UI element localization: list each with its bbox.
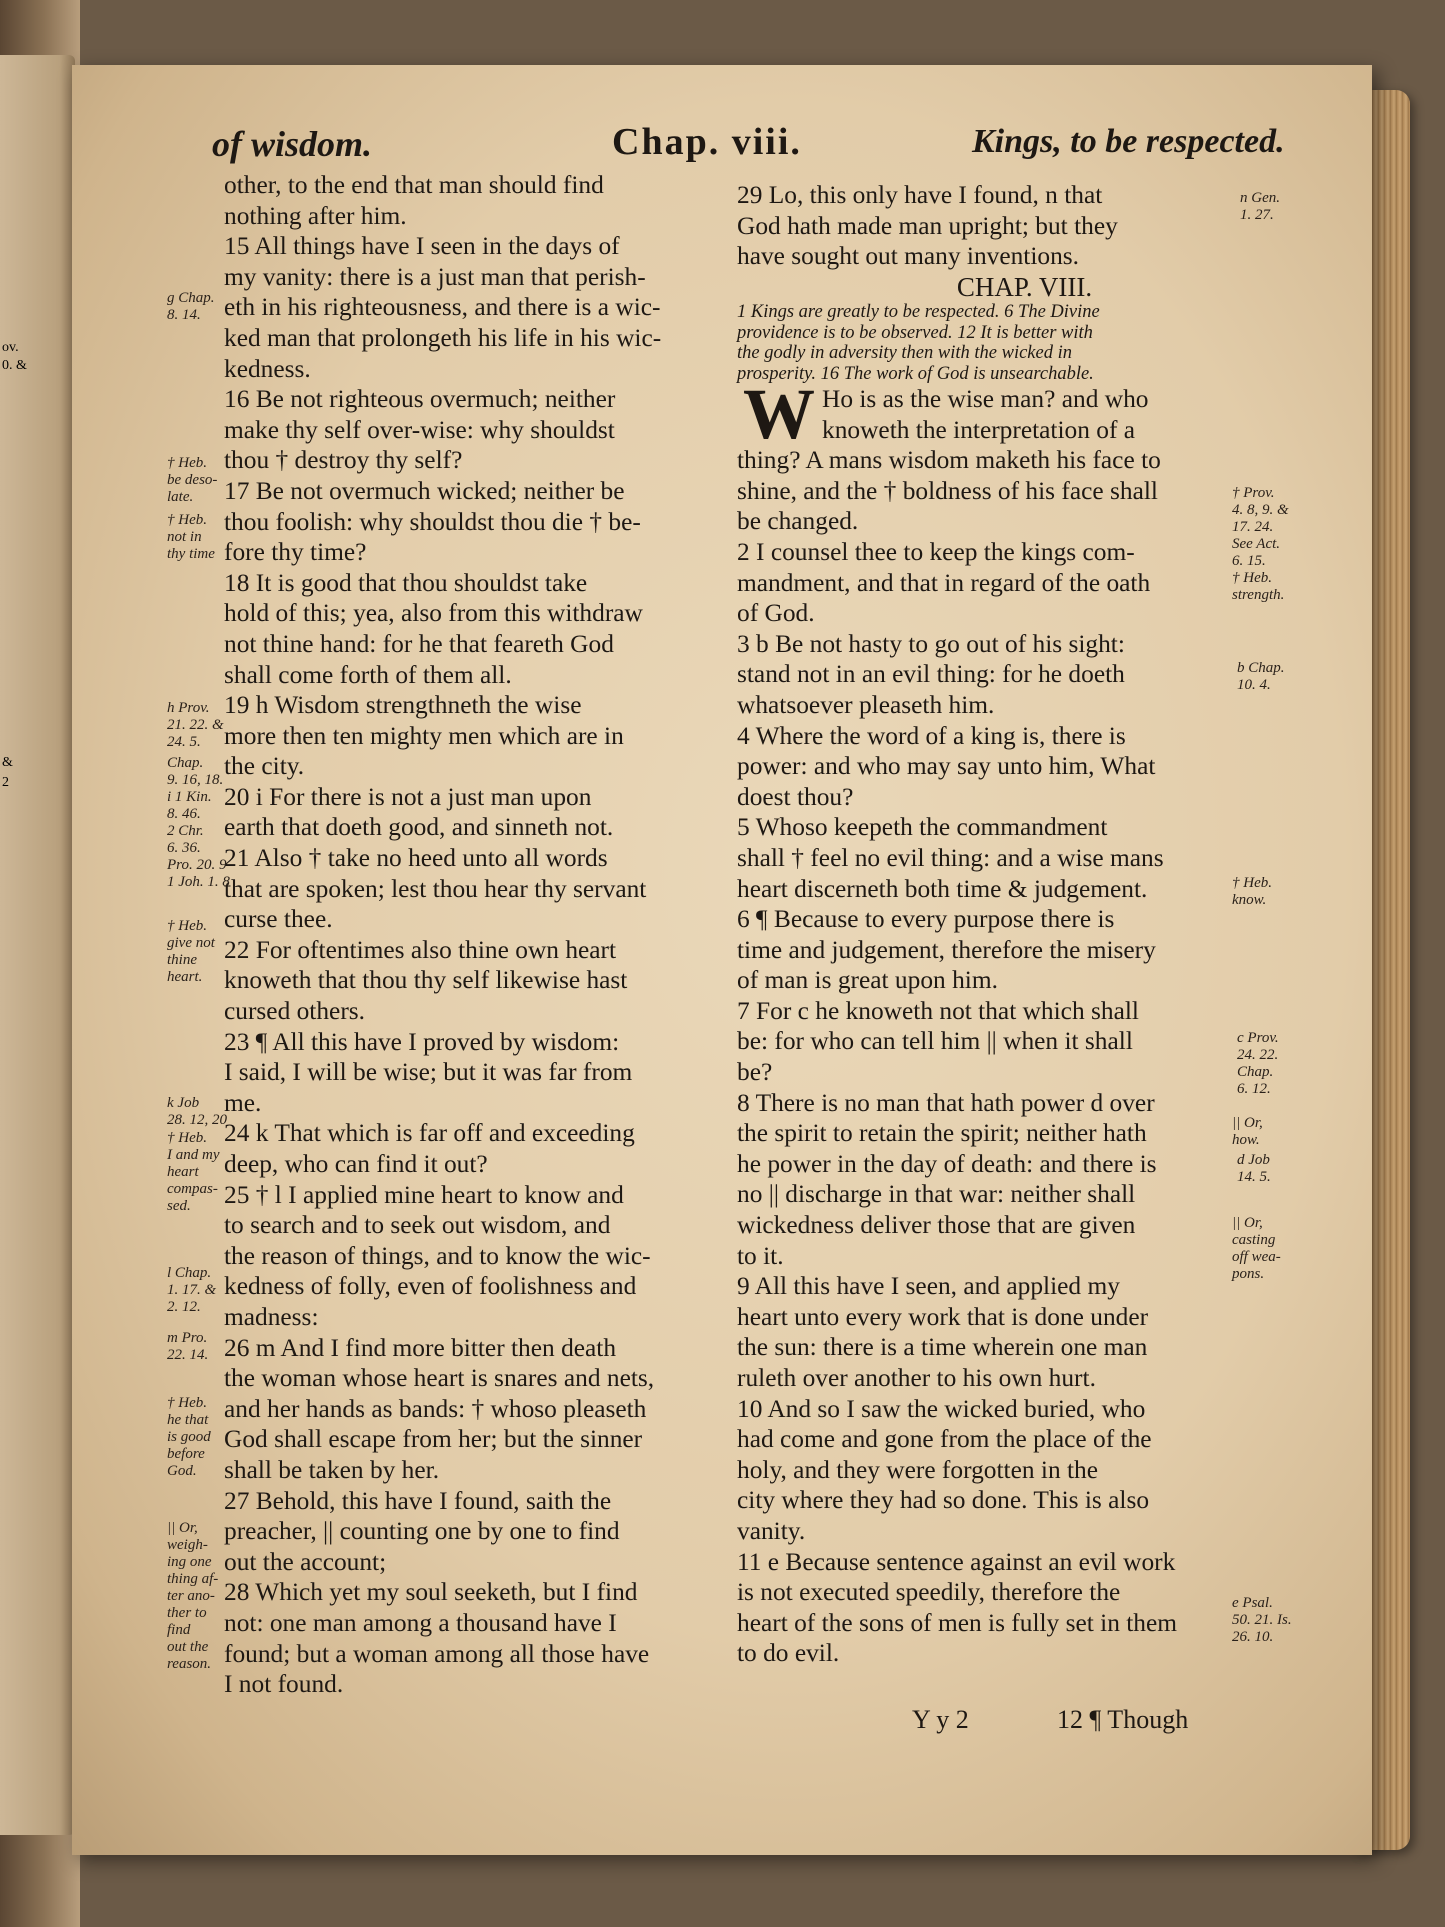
text-line: heart of the sons of men is fully set in them xyxy=(737,1608,1178,1637)
margin-note-left: k Job 28. 12, 20 xyxy=(167,1095,227,1128)
text-line: the reason of things, and to know the wic- xyxy=(224,1241,651,1270)
margin-note-right: e Psal. 50. 21. Is. 26. 10. xyxy=(1232,1595,1292,1645)
text-line: 25 † l I applied mine heart to know and xyxy=(224,1180,624,1209)
text-line: preacher, || counting one by one to find xyxy=(224,1517,620,1546)
text-line: and her hands as bands: † whoso pleaseth xyxy=(224,1394,647,1423)
text-line: the woman whose heart is snares and nets, xyxy=(224,1364,655,1393)
prev-page-fragment: & xyxy=(2,755,13,770)
text-line: 26 m And I find more bitter then death xyxy=(224,1333,617,1362)
chapter-summary xyxy=(737,302,1312,384)
text-line: nothing after him. xyxy=(224,201,407,230)
text-line: 15 All things have I seen in the days of xyxy=(224,232,620,261)
text-line: out the account; xyxy=(224,1547,387,1576)
text-line: mandment, and that in regard of the oath xyxy=(737,568,1151,597)
text-line: 5 Whoso keepeth the commandment xyxy=(737,813,1108,842)
summary-line: prosperity. 16 The work of God is unsearchable. xyxy=(737,363,1094,384)
text-line: be changed. xyxy=(737,507,859,536)
text-line: be? xyxy=(737,1058,773,1087)
text-line: 24 k That which is far off and exceeding xyxy=(224,1119,635,1148)
margin-note-left: l Chap. 1. 17. & 2. 12. xyxy=(167,1265,217,1315)
text-line: I said, I will be wise; but it was far from xyxy=(224,1058,633,1087)
text-line: 28 Which yet my soul seeketh, but I find xyxy=(224,1578,638,1607)
text-line: doest thou? xyxy=(737,782,854,811)
text-line: shine, and the † boldness of his face shall xyxy=(737,476,1158,505)
text-line: earth that doeth good, and sinneth not. xyxy=(224,813,614,842)
chapter-opening xyxy=(737,374,1312,454)
margin-note-left: † Heb. I and my heart compas- sed. xyxy=(167,1130,220,1214)
left-text-column xyxy=(224,170,799,1700)
text-line: kedness. xyxy=(224,354,311,383)
text-line: fore thy time? xyxy=(224,538,367,567)
text-line: deep, who can find it out? xyxy=(224,1150,488,1178)
book-page xyxy=(72,65,1372,1855)
text-line: wickedness deliver those that are given xyxy=(737,1211,1136,1240)
margin-note-right: d Job 14. 5. xyxy=(1237,1152,1271,1185)
text-line: had come and gone from the place of the xyxy=(737,1425,1152,1454)
text-line: of man is great upon him. xyxy=(737,966,998,995)
text-line: not: one man among a thousand have I xyxy=(224,1608,617,1637)
text-line: 3 b Be not hasty to go out of his sight: xyxy=(737,629,1125,658)
text-line: be: for who can tell him || when it shall xyxy=(737,1027,1133,1056)
text-line: thou foolish: why shouldst thou die † be- xyxy=(224,507,641,536)
text-line: the city. xyxy=(224,752,305,781)
text-line: 21 Also † take no heed unto all words xyxy=(224,844,608,873)
text-line: God hath made man upright; but they xyxy=(737,211,1118,240)
margin-note-left: h Prov. 21. 22. & 24. 5. xyxy=(167,700,224,750)
margin-note-right: † Heb. know. xyxy=(1232,875,1272,908)
text-line: knoweth that thou thy self likewise hast xyxy=(224,966,628,995)
text-line: that are spoken; lest thou hear thy servant xyxy=(224,874,647,903)
text-line: he power in the day of death: and there is xyxy=(737,1149,1157,1178)
text-line: heart unto every work that is done under xyxy=(737,1302,1149,1331)
summary-line: providence is to be observed. 12 It is better with xyxy=(737,322,1093,343)
text-line: I not found. xyxy=(224,1670,344,1699)
text-line: 8 There is no man that hath power d over xyxy=(737,1088,1155,1117)
text-line: curse thee. xyxy=(224,905,333,934)
drop-cap: W xyxy=(743,374,815,454)
text-line: 6 ¶ Because to every purpose there is xyxy=(737,905,1115,934)
text-line: the sun: there is a time wherein one man xyxy=(737,1333,1148,1362)
text-line: the spirit to retain the spirit; neither hath xyxy=(737,1119,1147,1148)
margin-note-right: n Gen. 1. 27. xyxy=(1240,190,1280,223)
summary-line: the godly in adversity then with the wicked in xyxy=(737,343,1072,364)
margin-note-right: || Or, how. xyxy=(1232,1115,1263,1148)
text-line: to do evil. xyxy=(737,1639,840,1668)
text-line: ked man that prolongeth his life in his wic- xyxy=(224,323,662,352)
text-line: 22 For oftentimes also thine own heart xyxy=(224,935,617,964)
signature-mark: Y y 2 xyxy=(912,1705,969,1734)
text-line: have sought out many inventions. xyxy=(737,242,1080,271)
text-line: power: and who may say unto him, What xyxy=(737,752,1156,781)
margin-note-left: † Heb. be deso- late. xyxy=(167,455,218,505)
text-line: knoweth the interpretation of a xyxy=(822,415,1136,444)
text-line: to search and to seek out wisdom, and xyxy=(224,1211,611,1240)
text-line: shall † feel no evil thing: and a wise mans xyxy=(737,843,1164,872)
text-line: Ho is as the wise man? and who xyxy=(822,385,1149,413)
margin-note-left: g Chap. 8. 14. xyxy=(167,290,215,323)
text-line: of God. xyxy=(737,599,815,628)
text-line: 11 e Because sentence against an evil work xyxy=(737,1547,1176,1576)
margin-note-left: m Pro. 22. 14. xyxy=(167,1330,209,1363)
summary-line: 1 Kings are greatly to be respected. 6 The Divine xyxy=(737,302,1100,323)
prev-page-fragment: 0. & xyxy=(2,358,27,373)
text-line: eth in his righteousness, and there is a wic- xyxy=(224,293,661,322)
text-line: cursed others. xyxy=(224,997,366,1026)
margin-note-left: Chap. 9. 16, 18. i 1 Kin. 8. 46. 2 Chr. 6. 36. Pro. 20. 9 1 Joh. 1. 8 xyxy=(167,755,230,890)
chapter-heading: CHAP. VIII. xyxy=(956,271,1093,302)
text-line: thing? A mans wisdom maketh his face to xyxy=(737,446,1161,475)
running-head-center: Chap. viii. xyxy=(612,121,802,163)
text-line: 10 And so I saw the wicked buried, who xyxy=(737,1394,1146,1423)
previous-page-edge xyxy=(0,55,75,1835)
running-head-right: Kings, to be respected. xyxy=(972,123,1285,160)
margin-note-right: b Chap. 10. 4. xyxy=(1237,660,1285,693)
text-line: 16 Be not righteous overmuch; neither xyxy=(224,385,616,414)
text-line: city where they had so done. This is also xyxy=(737,1486,1150,1515)
text-line: vanity. xyxy=(737,1516,806,1545)
text-line: 17 Be not overmuch wicked; neither be xyxy=(224,476,625,505)
prev-page-fragment: ov. xyxy=(2,340,19,355)
text-line: shall come forth of them all. xyxy=(224,660,512,689)
text-line: is not executed speedily, therefore the xyxy=(737,1578,1121,1607)
text-line: me. xyxy=(224,1088,262,1117)
text-line: other, to the end that man should find xyxy=(224,171,604,199)
text-line: hold of this; yea, also from this withdraw xyxy=(224,599,643,628)
text-line: 18 It is good that thou shouldst take xyxy=(224,568,588,597)
catchword: 12 ¶ Though xyxy=(1057,1705,1189,1734)
text-line: 7 For c he knoweth not that which shall xyxy=(737,996,1139,1025)
text-line: 9 All this have I seen, and applied my xyxy=(737,1272,1120,1301)
text-line: madness: xyxy=(224,1302,319,1331)
margin-note-right: c Prov. 24. 22. Chap. 6. 12. xyxy=(1237,1030,1279,1097)
right-text-column xyxy=(737,180,1312,1669)
text-line: no || discharge in that war: neither shall xyxy=(737,1180,1136,1209)
text-line: God shall escape from her; but the sinner xyxy=(224,1425,643,1454)
text-line: stand not in an evil thing: for he doeth xyxy=(737,660,1125,689)
text-line: holy, and they were forgotten in the xyxy=(737,1455,1099,1484)
margin-note-left: † Heb. not in thy time xyxy=(167,512,215,562)
text-line: make thy self over-wise: why shouldst xyxy=(224,415,615,444)
text-line: thou † destroy thy self? xyxy=(224,446,463,475)
margin-note-left: || Or, weigh- ing one thing af- ter ano- ther to find out the reason. xyxy=(167,1520,219,1672)
text-line: shall be taken by her. xyxy=(224,1455,440,1484)
text-line: kedness of folly, even of foolishness and xyxy=(224,1272,637,1301)
margin-note-left: † Heb. he that is good before God. xyxy=(167,1395,211,1479)
text-line: more then ten mighty men which are in xyxy=(224,721,624,750)
text-line: found; but a woman among all those have xyxy=(224,1639,650,1668)
text-line: 19 h Wisdom strengthneth the wise xyxy=(224,691,582,720)
text-line: 23 ¶ All this have I proved by wisdom: xyxy=(224,1027,620,1056)
margin-note-left: † Heb. give not thine heart. xyxy=(167,918,215,985)
margin-note-right: || Or, casting off wea- pons. xyxy=(1232,1215,1281,1282)
prev-page-fragment: 2 xyxy=(2,775,9,790)
text-line: 20 i For there is not a just man upon xyxy=(224,782,592,811)
running-head-left: of wisdom. xyxy=(212,124,373,164)
text-line: heart discerneth both time & judgement. xyxy=(737,874,1148,903)
text-line: time and judgement, therefore the misery xyxy=(737,935,1156,964)
text-line: to it. xyxy=(737,1241,784,1270)
text-line: not thine hand: for he that feareth God xyxy=(224,629,614,658)
text-line: my vanity: there is a just man that perish- xyxy=(224,262,646,291)
text-line: whatsoever pleaseth him. xyxy=(737,690,995,719)
text-line: ruleth over another to his own hurt. xyxy=(737,1364,1096,1392)
text-line: 2 I counsel thee to keep the kings com- xyxy=(737,537,1135,566)
margin-note-right: † Prov. 4. 8, 9. & 17. 24. See Act. 6. 15. † Heb. strength. xyxy=(1232,485,1289,603)
text-line: 4 Where the word of a king is, there is xyxy=(737,721,1126,750)
text-line: 27 Behold, this have I found, saith the xyxy=(224,1486,612,1515)
text-line: 29 Lo, this only have I found, n that xyxy=(737,181,1103,209)
